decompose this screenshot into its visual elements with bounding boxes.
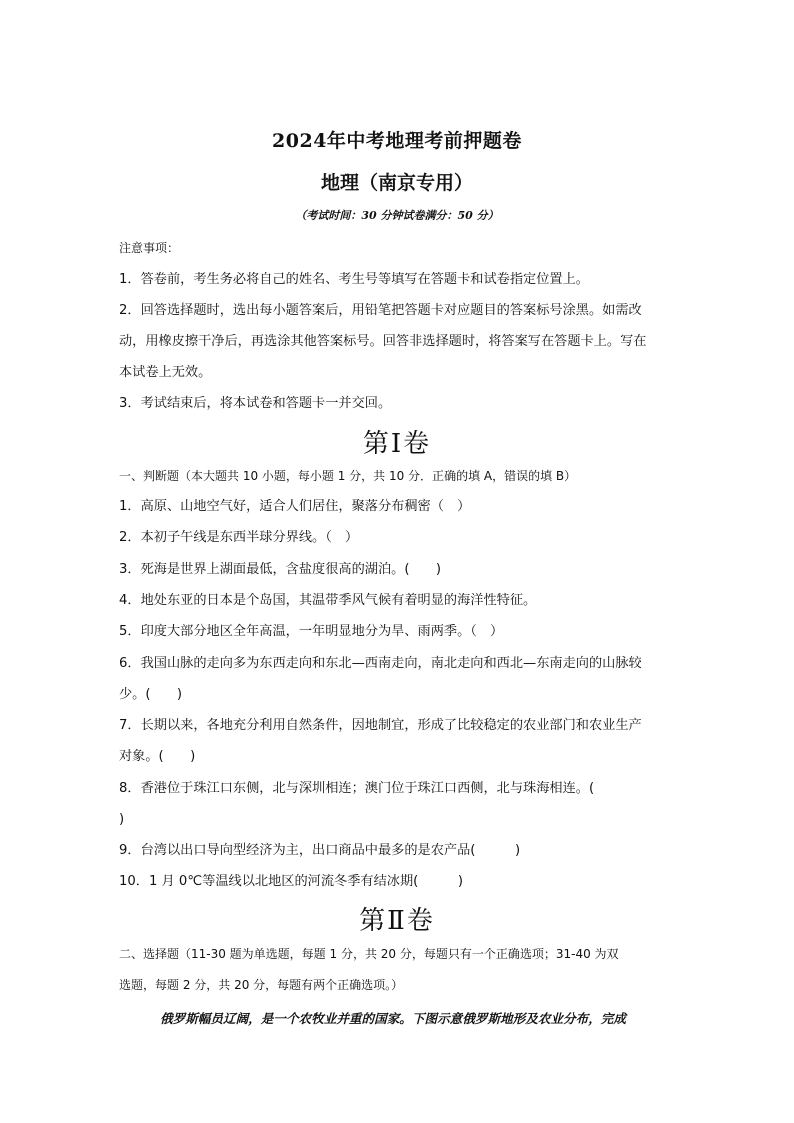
part1-heading: 第Ⅰ卷 <box>362 429 432 459</box>
notice-line-3: 动，用橡皮擦干净后，再选涂其他答案标号。回答非选择题时，将答案写在答题卡上。写在 <box>119 334 647 349</box>
judgment-item-cont: 对象。( ) <box>119 749 196 764</box>
judgment-item: 10．1 月 0℃等温线以北地区的河流冬季有结冰期( ) <box>119 874 463 889</box>
judgment-item: 5．印度大部分地区全年高温，一年明显地分为旱、雨两季。（ ） <box>119 624 504 639</box>
judgment-item: 8．香港位于珠江口东侧，北与深圳相连；澳门位于珠江口西侧，北与珠海相连。( <box>119 781 595 796</box>
part2-instruction-1: 二、选择题（11-30 题为单选题，每题 1 分，共 20 分，每题只有一个正确选项；31-40 为双 <box>119 947 619 961</box>
judgment-item: 2．本初子午线是东西半球分界线。（ ） <box>119 530 359 545</box>
question-passage: 俄罗斯幅员辽阔，是一个农牧业并重的国家。下图示意俄罗斯地形及农业分布，完成 <box>160 1011 626 1026</box>
notice-line-4: 本试卷上无效。 <box>119 365 212 380</box>
notice-line-2: 2．回答选择题时，选出每小题答案后，用铅笔把答题卡对应题目的答案标号涂黑。如需改 <box>119 303 642 318</box>
judgment-item: 7．长期以来，各地充分利用自然条件，因地制宜，形成了比较稳定的农业部门和农业生产 <box>119 718 642 733</box>
judgment-item: 9．台湾以出口导向型经济为主，出口商品中最多的是农产品( ) <box>119 843 521 858</box>
judgment-item-cont: 少。( ) <box>119 687 183 702</box>
notice-heading: 注意事项： <box>119 241 180 255</box>
part2-heading: 第Ⅱ卷 <box>359 906 435 936</box>
judgment-item-cont: ) <box>119 812 125 827</box>
notice-line-5: 3．考试结束后，将本试卷和答题卡一并交回。 <box>119 396 392 411</box>
judgment-item: 4．地处东亚的日本是个岛国，其温带季风气候有着明显的海洋性特征。 <box>119 593 537 608</box>
exam-info: （考试时间：30 分钟试卷满分：50 分） <box>295 209 499 222</box>
judgment-item: 3．死海是世界上湖面最低，含盐度很高的湖泊。( ) <box>119 562 441 577</box>
exam-title: 2024年中考地理考前押题卷 <box>272 130 522 152</box>
part2-instruction-2: 选题，每题 2 分，共 20 分，每题有两个正确选项。） <box>119 978 404 992</box>
judgment-item: 1．高原、山地空气好，适合人们居住，聚落分布稠密（ ） <box>119 499 471 514</box>
judgment-item: 6．我国山脉的走向多为东西走向和东北—西南走向，南北走向和西北—东南走向的山脉较 <box>119 656 642 671</box>
notice-line-1: 1．答卷前，考生务必将自己的姓名、考生号等填写在答题卡和试卷指定位置上。 <box>119 272 589 287</box>
part1-instruction: 一、判断题（本大题共 10 小题，每小题 1 分，共 10 分．正确的填 A，错误的填 B） <box>119 469 577 483</box>
exam-subtitle: 地理（南京专用） <box>320 172 473 194</box>
